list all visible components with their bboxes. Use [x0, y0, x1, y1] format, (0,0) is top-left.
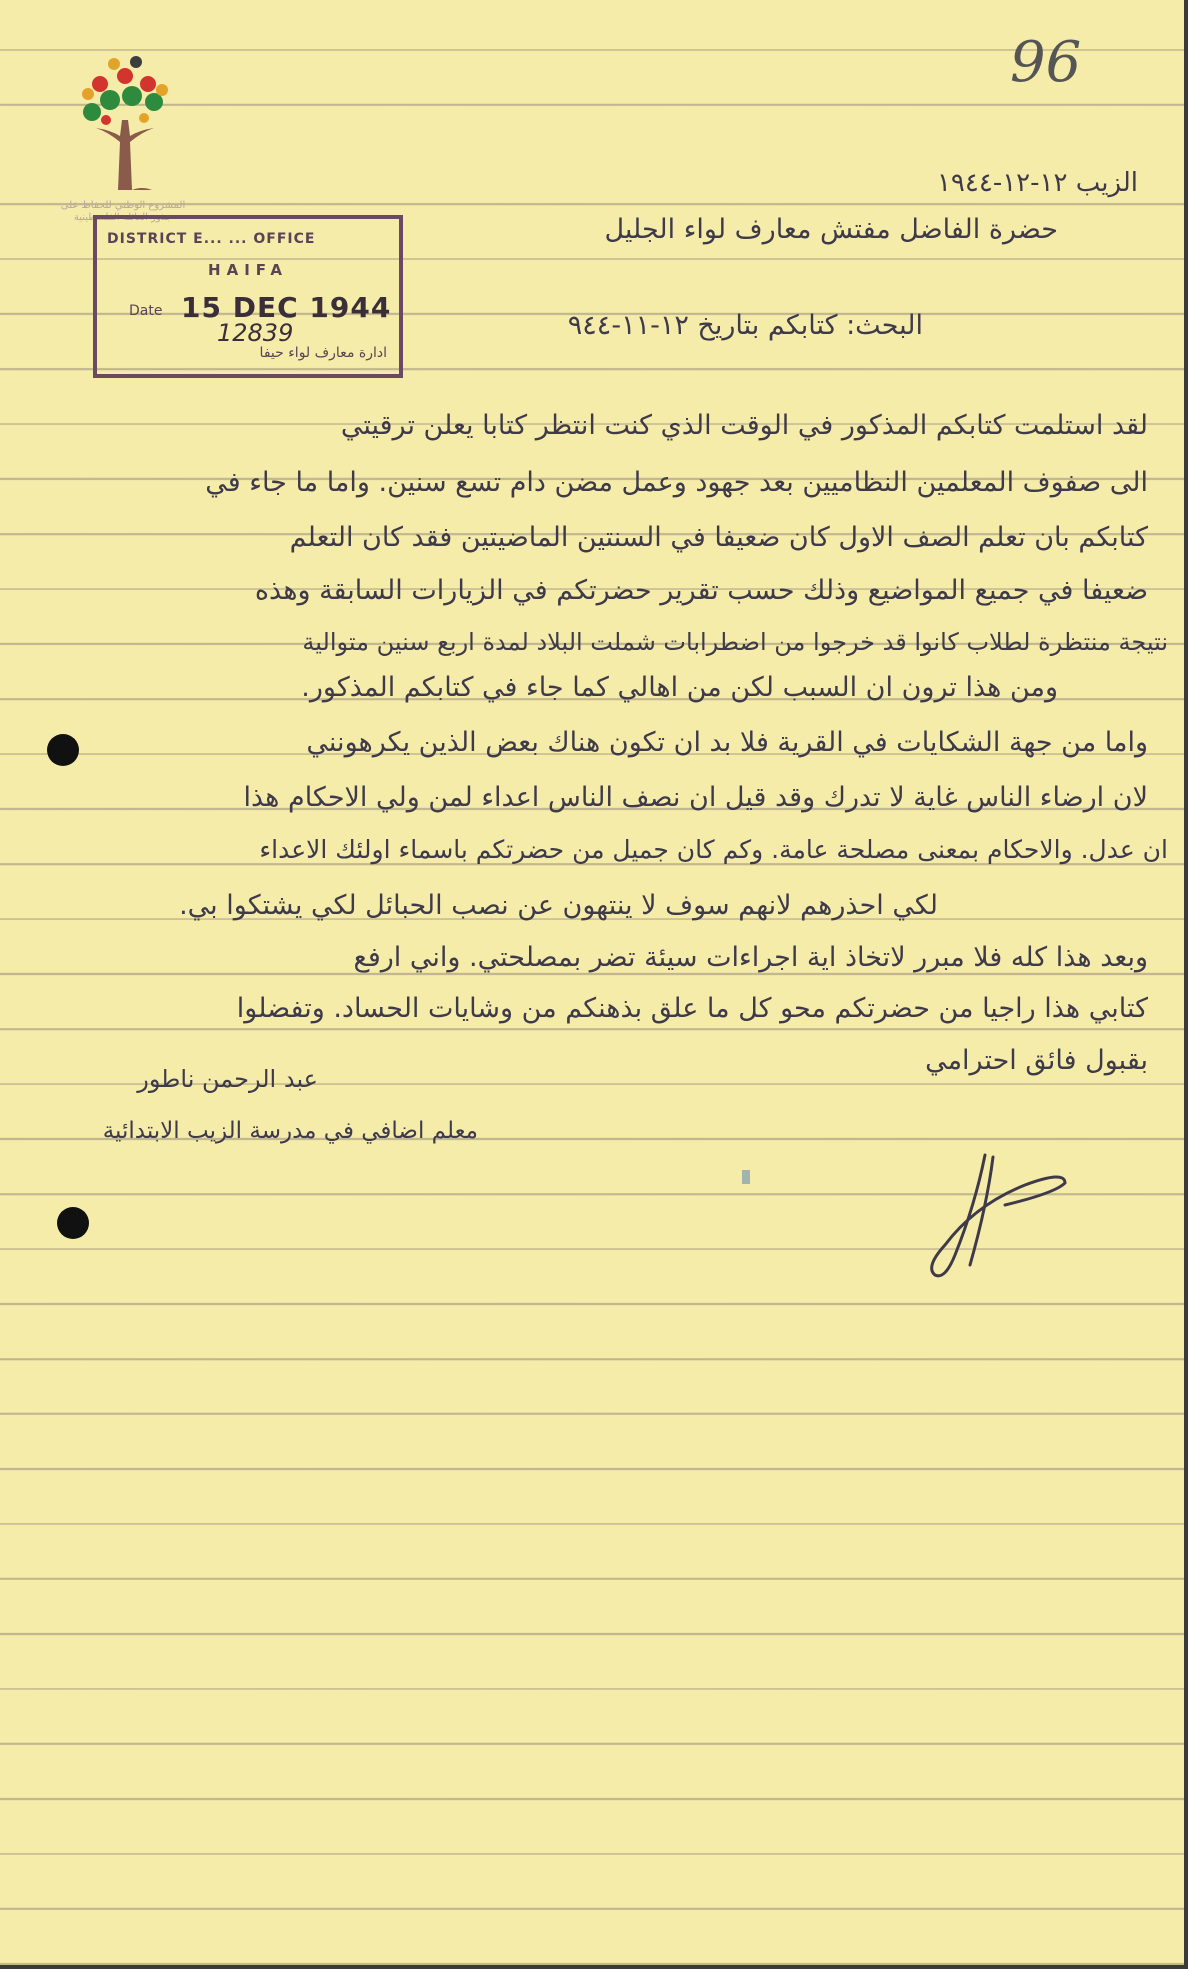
- signer-title: معلم اضافي في مدرسة الزيب الابتدائية: [102, 1118, 478, 1144]
- body-line: واما من جهة الشكايات في القرية فلا بد ان تكون هناك بعض الذين يكرهونني: [306, 727, 1148, 758]
- body-line: لان ارضاء الناس غاية لا تدرك وقد قيل ان نصف الناس اعداء لمن ولي الاحكام هذا: [243, 782, 1148, 813]
- body-line: نتيجة منتظرة لطلاب كانوا قد خرجوا من اضطرابات شملت البلاد لمدة اربع سنين متوالية: [302, 628, 1168, 656]
- stamp-number: 12839: [217, 319, 294, 347]
- body-line: كتابكم بان تعلم الصف الاول كان ضعيفا في السنتين الماضيتين فقد كان التعلم: [289, 522, 1148, 553]
- signature-icon: [915, 1145, 1085, 1285]
- body-line: بقبول فائق احترامي: [925, 1045, 1148, 1076]
- logo-caption-line-1: المشروع الوطني للحفاظ على: [60, 200, 186, 211]
- body-line: ضعيفا في جميع المواضيع وذلك حسب تقرير حضرتكم في الزيارات السابقة وهذه: [254, 575, 1148, 606]
- body-line: الى صفوف المعلمين النظاميين بعد جهود وعمل مضن دام تسع سنين. واما ما جاء في: [205, 467, 1148, 498]
- logo-caption-line-2: جذور العائلة الفلسطينية: [73, 212, 173, 223]
- scan-edge-right: [1184, 0, 1188, 1969]
- body-line: وبعد هذا كله فلا مبرر لاتخاذ اية اجراءات سيئة تضر بمصلحتي. واني ارفع: [353, 942, 1148, 973]
- body-line: لكي احذرهم لانهم سوف لا ينتهون عن نصب الحبائل لكي يشتكوا بي.: [179, 890, 938, 921]
- stamp-city: HAIFA: [208, 261, 288, 279]
- stamp-arabic-text: ادارة معارف لواء حيفا: [259, 345, 387, 361]
- signer-name: عبد الرحمن ناطور: [137, 1065, 318, 1093]
- punch-hole: [57, 1207, 89, 1239]
- body-line: ان عدل. والاحكام بمعنى مصلحة عامة. وكم كان جميل من حضرتكم باسماء اولئك الاعداء: [259, 835, 1168, 864]
- stamp-title: DISTRICT E... ... OFFICE: [107, 231, 316, 247]
- body-line: ومن هذا ترون ان السبب لكن من اهالي كما جاء في كتابكم المذكور.: [301, 672, 1058, 703]
- punch-hole: [47, 734, 79, 766]
- stamp-date: 15 DEC 1944: [181, 291, 392, 324]
- body-line: كتابي هذا راجيا من حضرتكم محو كل ما علق بذهنكم من وشايات الحساد. وتفضلوا: [236, 993, 1148, 1024]
- received-stamp: [93, 215, 403, 378]
- letter-date: الزيب ١٢-١٢-١٩٤٤: [936, 168, 1138, 198]
- scan-edge-bottom: [0, 1965, 1188, 1969]
- body-line: لقد استلمت كتابكم المذكور في الوقت الذي كنت انتظر كتابا يعلن ترقيتي: [340, 410, 1148, 441]
- letter-subject: البحث: كتابكم بتاريخ ١٢-١١-٩٤٤: [567, 310, 923, 341]
- page-number: 96: [1010, 30, 1082, 95]
- ink-mark: [742, 1170, 750, 1184]
- stamp-date-label: Date: [129, 303, 163, 319]
- letter-addressee: حضرة الفاضل مفتش معارف لواء الجليل: [604, 214, 1058, 245]
- tree-logo-icon: [70, 50, 180, 190]
